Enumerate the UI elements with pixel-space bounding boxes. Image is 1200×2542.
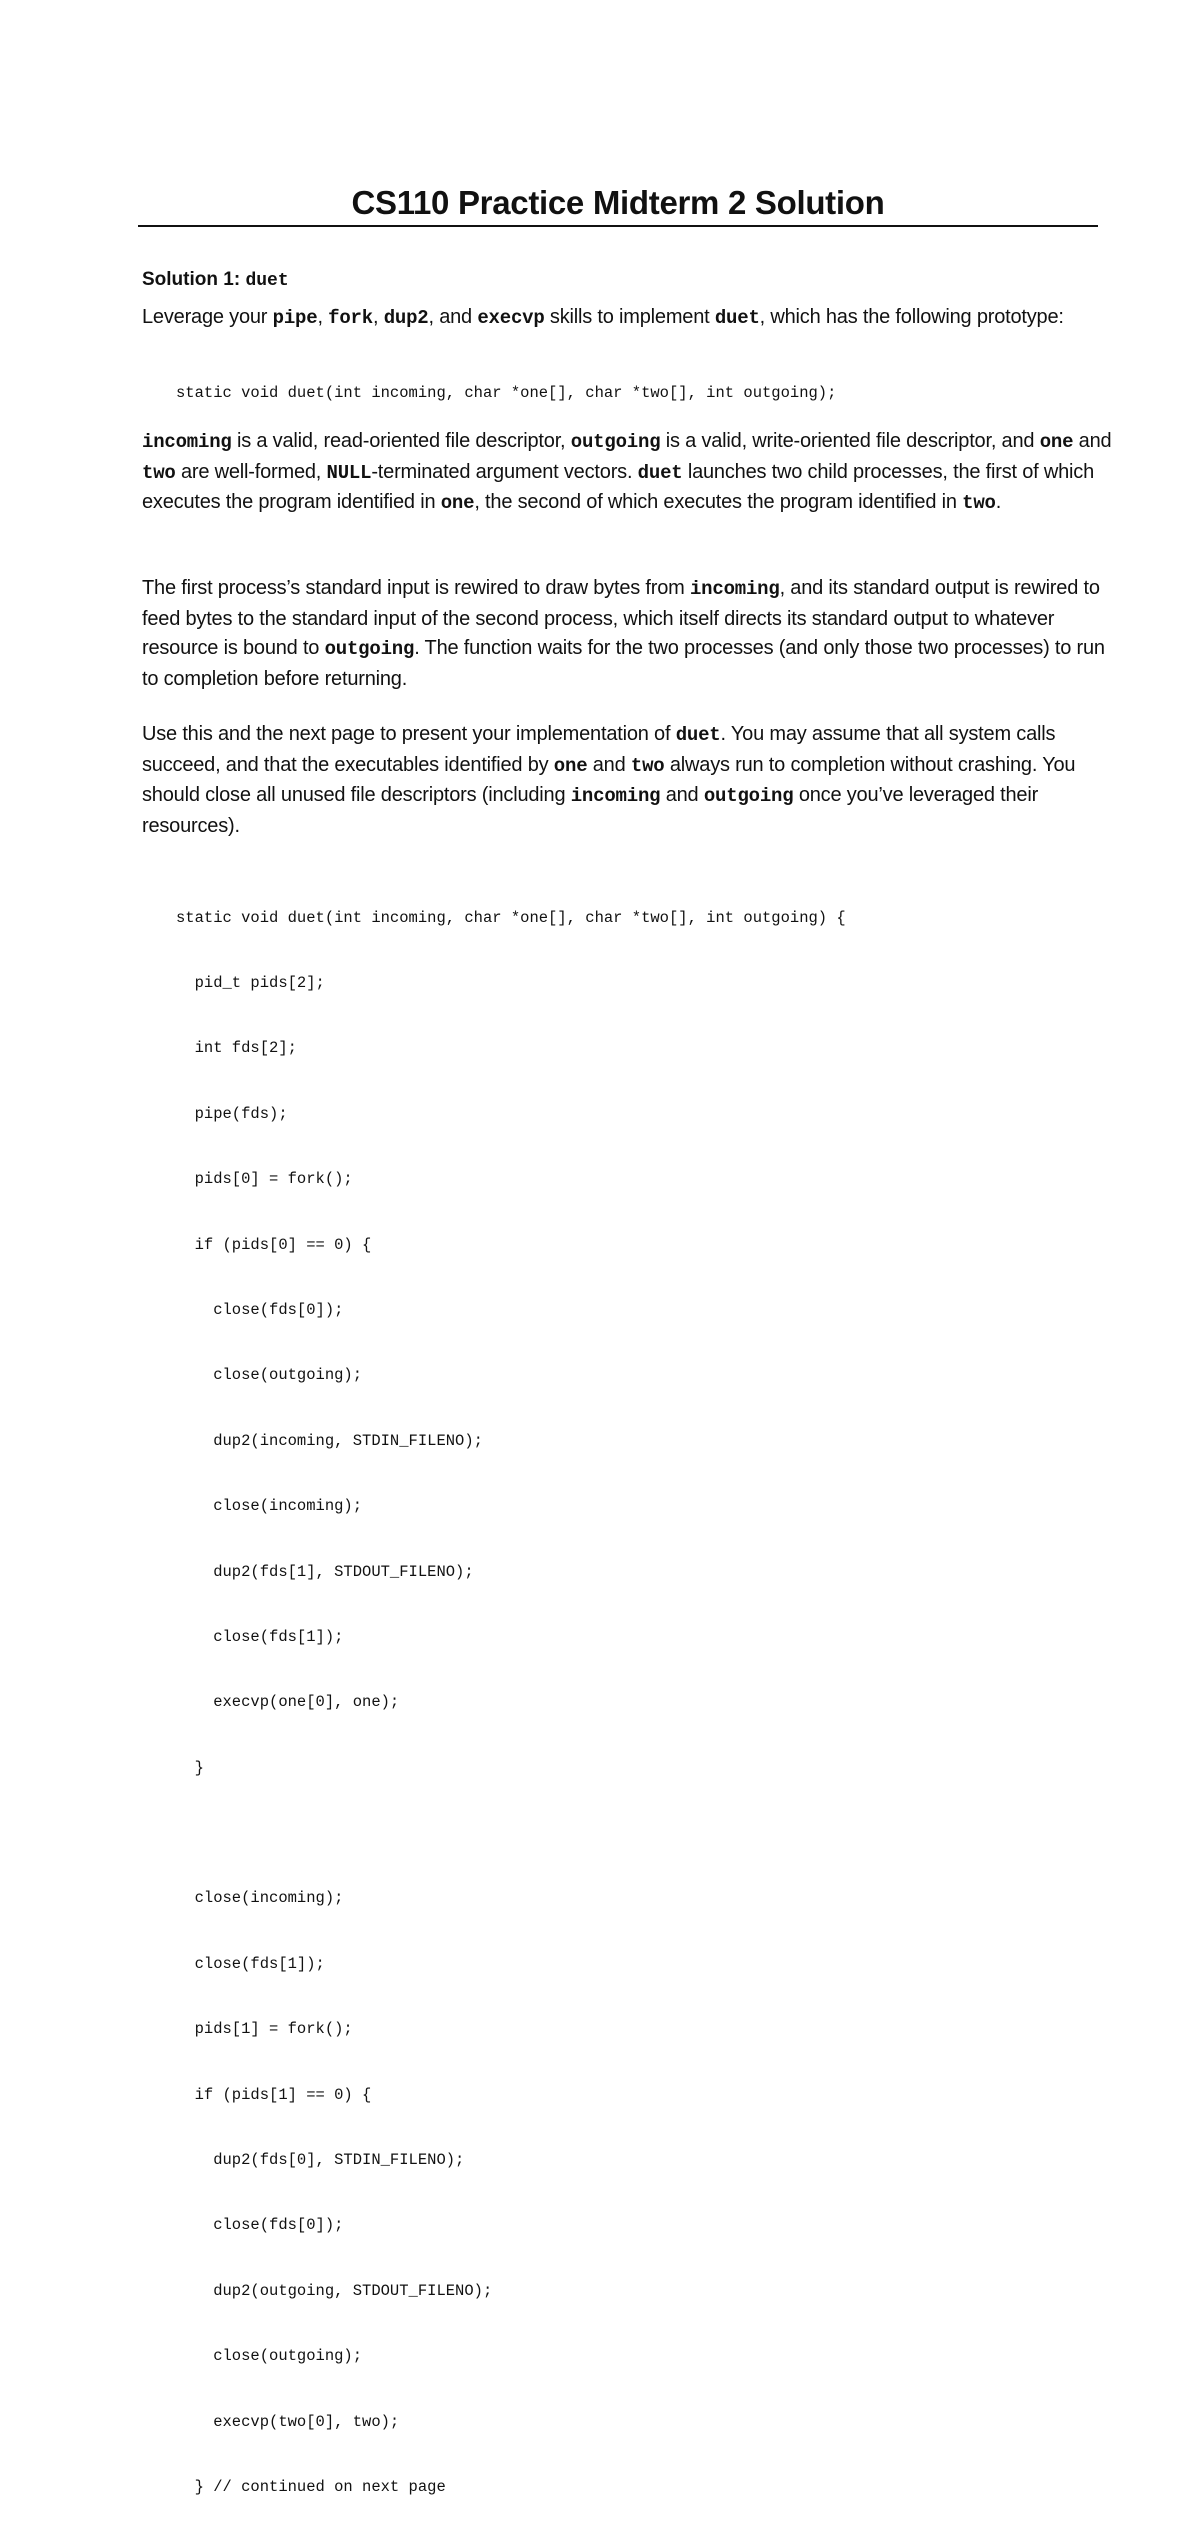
code-line: if (pids[0] == 0) { <box>176 1235 372 1254</box>
code-line: close(incoming); <box>176 1497 363 1516</box>
code-line: close(outgoing); <box>176 1366 363 1385</box>
para3-text: and <box>660 784 704 806</box>
code-line <box>176 1823 846 1845</box>
para1-keyword: outgoing <box>570 431 661 453</box>
para1-text: and <box>1073 430 1112 452</box>
intro-text: , which has the following prototype: <box>759 306 1064 328</box>
code-line: if (pids[1] == 0) { <box>176 2085 372 2104</box>
intro-keyword: fork <box>328 307 373 329</box>
code-line: dup2(incoming, STDIN_FILENO); <box>176 1431 483 1450</box>
para3-keyword: duet <box>675 724 721 746</box>
para3-text: . You may assume that all system calls succeed, and that the executables identified by <box>142 723 1056 776</box>
code-line: close(fds[0]); <box>176 2216 344 2235</box>
intro-keyword: pipe <box>272 307 318 329</box>
solution-code-block <box>176 864 846 2542</box>
code-line: pipe(fds); <box>176 1104 288 1123</box>
para1-keyword: NULL <box>326 461 372 484</box>
code-line: execvp(one[0], one); <box>176 1693 400 1712</box>
code-line: pids[1] = fork(); <box>176 2020 353 2039</box>
prototype-code: static void duet(int incoming, char *one[], char *two[], int outgoing); <box>176 384 837 402</box>
solution-heading-name: duet <box>245 271 289 291</box>
intro-paragraph <box>142 303 1122 334</box>
code-line: close(outgoing); <box>176 2347 363 2366</box>
code-line: close(fds[1]); <box>176 1954 325 1973</box>
code-line: execvp(two[0], two); <box>176 2412 400 2431</box>
description-paragraph-1 <box>142 427 1122 519</box>
para2-text: . The function waits for the two processes (and only those two processes) to run to completion before returning. <box>142 637 1105 690</box>
solution-heading-prefix: Solution 1: <box>142 269 246 290</box>
code-line: pids[0] = fork(); <box>176 1170 353 1189</box>
para3-text: Use this and the next page to present your implementation of <box>142 723 676 745</box>
para1-keyword: one <box>440 492 475 514</box>
para1-text: is a valid, read-oriented file descriptor, <box>231 430 571 452</box>
para3-keyword: one <box>553 754 588 777</box>
intro-keyword: duet <box>714 307 760 329</box>
page-title: CS110 Practice Midterm 2 Solution <box>351 184 885 221</box>
para2-text: The first process’s standard input is rewired to draw bytes from <box>142 577 690 599</box>
code-line: dup2(outgoing, STDOUT_FILENO); <box>176 2281 493 2300</box>
para1-text: . <box>995 491 1002 513</box>
para3-text: always run to completion without crashing. You should close all unused file descriptors (including <box>142 753 1076 806</box>
code-line: int fds[2]; <box>176 1039 297 1058</box>
para2-keyword: incoming <box>689 578 780 600</box>
intro-keyword: dup2 <box>383 307 429 329</box>
intro-keyword: execvp <box>477 307 545 329</box>
para1-text: , the second of which executes the program identified in <box>474 491 963 513</box>
para3-text: once you’ve leveraged their resources). <box>142 784 1039 837</box>
intro-text: Leverage your <box>142 306 273 328</box>
description-paragraph-3 <box>142 720 1122 841</box>
code-line: close(fds[0]); <box>176 1300 344 1319</box>
title-rule <box>138 225 1098 227</box>
para2-text: , and its standard output is rewired to feed bytes to the standard input of the second process, which itself directs its standard output to whatever resource is bound to <box>142 577 1100 659</box>
description-paragraph-2 <box>142 574 1122 694</box>
para1-text: launches two child processes, the first of which executes the program identified in <box>142 460 1094 513</box>
code-line: close(incoming); <box>176 1889 344 1908</box>
para1-keyword: duet <box>637 461 683 484</box>
code-line: static void duet(int incoming, char *one[], char *two[], int outgoing) { <box>176 908 846 927</box>
para1-text: is a valid, write-oriented file descriptor, and <box>660 430 1040 452</box>
para1-keyword: two <box>962 492 996 514</box>
code-line: dup2(fds[0], STDIN_FILENO); <box>176 2151 465 2170</box>
para3-keyword: incoming <box>570 785 661 807</box>
para1-keyword: incoming <box>142 431 232 453</box>
para1-text: are well-formed, <box>175 460 327 483</box>
intro-text: , and <box>428 306 478 328</box>
para3-keyword: two <box>630 754 665 777</box>
para3-keyword: outgoing <box>703 785 794 807</box>
code-line: } // continued on next page <box>176 2477 446 2496</box>
code-line: } <box>176 1758 204 1777</box>
para1-text: -terminated argument vectors. <box>371 460 638 483</box>
intro-text: , <box>317 306 329 328</box>
para3-text: and <box>587 753 631 776</box>
solution-heading <box>142 269 289 291</box>
intro-text: skills to implement <box>544 306 715 328</box>
code-line: close(fds[1]); <box>176 1627 344 1646</box>
para1-keyword: one <box>1039 431 1074 453</box>
code-line: dup2(fds[1], STDOUT_FILENO); <box>176 1562 474 1581</box>
para1-keyword: two <box>142 461 176 484</box>
intro-text: , <box>372 306 384 328</box>
code-line: pid_t pids[2]; <box>176 973 325 992</box>
para2-keyword: outgoing <box>324 638 415 660</box>
